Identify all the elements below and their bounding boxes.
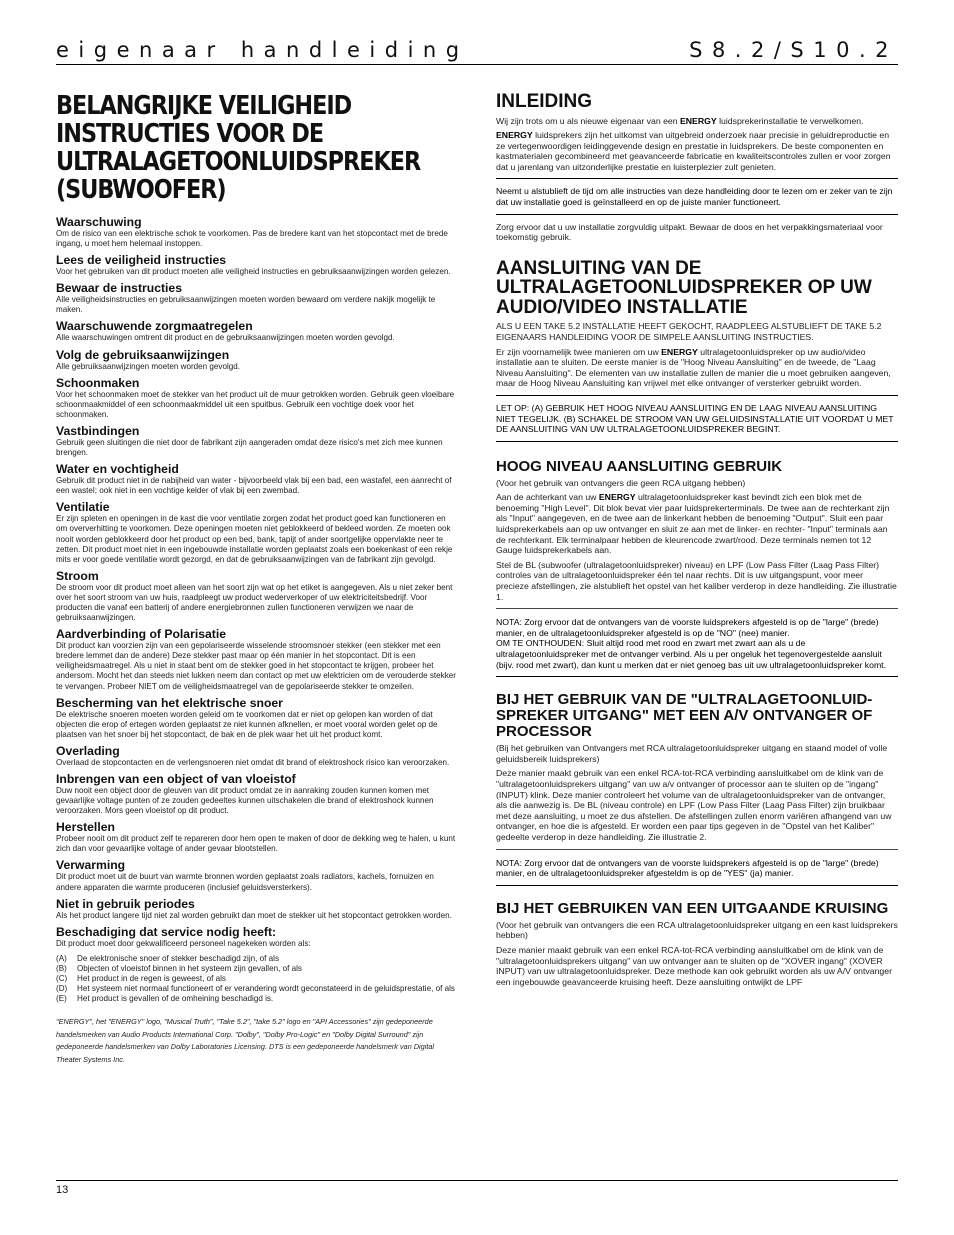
brand-name: ENERGY — [598, 492, 636, 503]
list-item-key: (B) — [56, 963, 67, 973]
safety-item-title: Lees de veiligheid instructies — [56, 253, 227, 268]
list-item — [56, 974, 459, 984]
safety-item — [56, 501, 459, 564]
safety-item-title: Inbrengen van een object of van vloeistof — [56, 772, 296, 786]
safety-item — [56, 821, 459, 854]
safety-item — [56, 349, 459, 372]
divider — [496, 214, 898, 215]
xover-paragraph: Deze manier maakt gebruik van een enkel RCA-tot-RCA verbinding aansluitkabel om de klink van de "ultralagetoonluidsprekers uitgang" van uw ontvanger aan te sluiten op de "XOVER ingang" (XOVER INPUT) van uw ultralagetoonluidspreker. Deze methode kan ook gebruikt worden als uw A/V ontvanger een ingebouwde geavanceerde kruising heeft. Deze aansluiting ontwijkt de LPF — [496, 944, 892, 987]
safety-item-body: De stroom voor dit product moet alleen van het soort zijn wat op het etiket is aangegeven. Als u niet zeker bent over het soort stroom van uw huis, raadpleegt uw product wederverkoper of uw elektriciteitsbedrijf. Voor producten die vanaf een batterij of andere energiebronnen zullen functioneren verwijzen we naar de gebruiksaanwijzingen. — [56, 582, 453, 623]
safety-items — [56, 216, 459, 949]
safety-item — [56, 898, 459, 921]
hoog-niveau-paragraph-2: Stel de BL (subwoofer (ultralagetoonluidspreker) niveau) en LPF (Low Pass Filter (Laag Pass Filter) controles van de ultralagetoonluidspreker één tel naar rechts. Dit is uw uitgangspunt, voor meer precieze afstellingen, zie alstublieft het opstel van het kaliber verderop in deze handleiding. Zie illustratie 1. — [496, 559, 897, 602]
av-receiver-paragraph: Deze manier maakt gebruik van een enkel RCA-tot-RCA verbinding aansluitkabel om de klink van de "ultralagetoonluidsprekers uitgang" van uw a/v ontvanger of processor aan te sluiten op de "ingang" (INPUT) klink. Deze manier controleert het volume van de ultralagetoonluidspreker van de ontvanger, als die aanwezig is. De BL (niveau controle) en LPF (Low Pass Filter (Laag Pass Filter) zijn bruikbaar met deze aansluiting, u moet ze dus afstellen. De afstellingen zullen enorm variëren afhangend van uw ontvanger, en hoe die is afgesteld. Er worden een paar tips gegeven in de "Opstel van het Kaliber" gedeelte verderop in deze handleiding. Zie illustratie 2. — [496, 768, 892, 842]
page-title: BELANGRIJKE VEILIGHEID INSTRUCTIES VOOR DE ULTRALAGETOONLUIDSPREKER (SUBWOOFER) — [56, 91, 421, 205]
safety-item-body: Om de risico van een elektrische schok te voorkomen. Pas de bredere kant van het stopcontact met de brede ingang, u moet hem helemaal instoppen. — [56, 229, 448, 249]
list-item — [56, 964, 459, 974]
safety-item-body: Probeer nooit om dit product zelf te repareren door hem open te maken of door de dekking weg te halen, u kunt zich dan voor gevaarlijke voltage of ander gevaar blootstellen. — [56, 834, 456, 854]
safety-item-body: Dit product kan voorzien zijn van een gepolariseerde wisselende stroomsnoer stekker (een stekker met een bredere lemmet dan de andere) Deze stekker past maar op één manier in het stopcontact. Dit is een veiligheidsmaatregel. Als u niet in staat bent om de stekker goed in het stopcontact te krijgen, probeer het andersom. Mocht het dan steeds niet lukken neem dan contact op met uw elektricien om de verouderde stekker te vervangen. Probeer NIET om de veiligheidsmaatregel van de gepolariseerde stekker te omzeilen. — [56, 641, 456, 691]
safety-item-title: Bescherming van het elektrische snoer — [56, 695, 283, 710]
divider — [496, 441, 898, 442]
safety-item-title: Stroom — [56, 568, 99, 583]
safety-item — [56, 859, 459, 892]
list-item-text: Het systeem niet normaal functioneert of er verandering wordt geconstateerd in de geluidsprestatie, of als — [77, 984, 455, 994]
safety-item-title: Water en vochtigheid — [56, 462, 179, 477]
trademark-footnote: "ENERGY", het "ENERGY" logo, "Musical Truth", "Take 5.2", "take 5.2" logo en "API Accessories" zijn gedeponeerde handelsmerken van Audio Products International Corp. "Dolby", "Dolby Pro-Logic" en "Dolby Digital Surround" zijn gedeponeerde handelsmerken van Dolby Laboratories Licensing. DTS is een gedeponeerde handelsmerk van Digital Theater Systems Inc. — [56, 1017, 435, 1064]
brand-name: ENERGY — [679, 115, 717, 126]
safety-item-title: Niet in gebruik periodes — [56, 896, 195, 911]
safety-item — [56, 463, 459, 496]
safety-item-body: Voor het schoonmaken moet de stekker van het product uit de muur getrokken worden. Gebruik geen vloeibare schoonmaakmiddel of een schoonmaakmiddel uit een spuitbus. Gebruik een vochtige doek voor het schoonmaken. — [56, 389, 455, 419]
safety-item-body: Als het product langere tijd niet zal worden gebruikt dan moet de stekker uit het stopcontact getrokken worden. — [56, 910, 452, 920]
safety-item-title: Schoonmaken — [56, 375, 140, 390]
safety-item-body: Alle veiligheidsinstructies en gebruiksaanwijzingen moeten worden bewaard om verdere nakijk mogelijk te maken. — [56, 295, 436, 315]
header-rule — [56, 64, 898, 65]
safety-item-body: Overlaad de stopcontacten en de verlengsnoeren niet omdat dit brand of elektroshock risico kan veroorzaken. — [56, 757, 450, 767]
hoog-niveau-note: NOTA: Zorg ervoor dat de ontvangers van de voorste luidsprekers afgesteld is op de "large" (brede) manier, en de ultralagetoonluidspreker afgesteld is op de "NO" (nee) manier. — [496, 617, 879, 638]
safety-item-title: Overlading — [56, 743, 120, 758]
list-item-text: Objecten of vloeistof binnen in het systeem zijn gevallen, of als — [77, 963, 302, 973]
safety-item-title: Verwarming — [56, 858, 126, 873]
divider — [496, 395, 898, 396]
divider — [496, 676, 898, 677]
av-receiver-heading: BIJ HET GEBRUIK VAN DE "ULTRALAGETOONLUID-SPREKER UITGANG" MET EEN A/V ONTVANGER OF PROCESSOR — [496, 691, 873, 741]
hoog-niveau-paragraph-1: Aan de achterkant van uw ENERGY ultralagetoonluidspreker kast bevindt zich een blok met de benoeming "High Level". Dit blok bevat vier paar luidsprekerterminals. De twee aan de rechterkant zijn als "Input" aangegeven, en de twee aan de linkerkant hebben de benoeming "Output". Sluit een paar luidsprekerkabels aan op uw ontvanger en sluit ze aan met de linker- en rechter- "Input" terminals aan de rechterkant. Elk terminalpaar hebben de kleurencode zwart/rood. Deze terminals nemen tot 12 Gauge luidsprekerkabels aan. — [496, 492, 890, 556]
header-model: S8.2/S10.2 — [689, 38, 898, 62]
list-item — [56, 954, 459, 964]
safety-item-body: Voor het gebruiken van dit product moeten alle veiligheid instructies en gebruiksaanwijzingen worden gelezen. — [56, 267, 451, 277]
list-item-text: Het product in de regen is geweest, of als — [77, 974, 226, 984]
list-item-key: (D) — [56, 984, 68, 994]
hoog-niveau-reminder: OM TE ONTHOUDEN: Sluit altijd rood met rood en zwart met zwart aan als u de ultralagetoonluidspreker met de ontvanger verbind. Als u per ongeluk het tegenovergestelde aansluit (bijv. rood met zwart), dan kunt u merken dat er niet genoeg bas uit uw ultralagetoonluidspreker komt. — [496, 638, 887, 670]
header-title: eigenaar handleiding — [56, 38, 469, 62]
safety-item — [56, 745, 459, 768]
brand-name: ENERGY — [496, 130, 533, 141]
safety-item-title: Volg de gebruiksaanwijzingen — [56, 347, 230, 362]
safety-item-body: Duw nooit een object door de gleuven van dit product omdat ze in aanraking zouden kunnen komen met gevaarlijke voltage punten of ze zouden gedeeltes kunnen uitschakelen die brand of elektroshock kunnen veroorzaken. Mors geen vloeistof op dit product. — [56, 786, 434, 816]
safety-item-title: Waarschuwende zorgmaatregelen — [56, 319, 253, 334]
left-column — [56, 92, 459, 1066]
aansluiting-paragraph-1: ALS U EEN TAKE 5.2 INSTALLATIE HEEFT GEKOCHT, RAADPLEEG ALSTUBLIEFT DE TAKE 5.2 EIGENAARS HANDLEIDING VOOR DE SIMPELE AANSLUITING INSTRUCTIES. — [496, 321, 882, 342]
aansluiting-paragraph-2: Er zijn voornamelijk twee manieren om uw ENERGY ultralagetoonluidspreker op uw audio/video installatie aan te sluiten. De eerste manier is de "Hoog Niveau Aansluiting" en de tweede, de "Laag Niveau Aansluiting". De elementen van uw installatie zullen de manier die u moet gebruiken aangeven, maar de Hoog Niveau Aansluiting kan vrijwel met elke ontvanger of versterker gebruikt worden. — [496, 346, 891, 389]
xover-subtitle: (Voor het gebruik van ontvangers die een RCA ultralagetoonluidspreker uitgang en een kast luidsprekers hebben) — [496, 919, 898, 941]
page-number: 13 — [56, 1184, 69, 1196]
safety-item-title: Ventilatie — [56, 500, 110, 515]
safety-item-title: Bewaar de instructies — [56, 281, 182, 296]
list-item — [56, 994, 459, 1004]
safety-item-title: Waarschuwing — [56, 215, 142, 229]
safety-item-body: Gebruik dit product niet in de nabijheid van water - bijvoorbeeld vlak bij een bad, een wastafel, een aanrecht of een wastel; ook niet in een vochtige kelder of vlak bij een zwembad. — [56, 476, 452, 496]
safety-item-title: Beschadiging dat service nodig heeft: — [56, 924, 277, 939]
safety-item — [56, 697, 459, 740]
aansluiting-heading: AANSLUITING VAN DE ULTRALAGETOONLUIDSPREKER OP UW AUDIO/VIDEO INSTALLATIE — [496, 257, 872, 318]
footer-rule — [56, 1180, 898, 1181]
safety-item — [56, 320, 459, 343]
safety-item — [56, 282, 459, 315]
xover-heading: BIJ HET GEBRUIKEN VAN EEN UITGAANDE KRUISING — [496, 899, 889, 917]
safety-item-title: Aardverbinding of Polarisatie — [56, 627, 226, 642]
safety-item-title: Herstellen — [56, 820, 115, 835]
safety-item-body: Alle gebruiksaanwijzingen moeten worden gevolgd. — [56, 361, 241, 371]
divider — [496, 849, 898, 850]
safety-item — [56, 377, 459, 420]
av-receiver-note: NOTA: Zorg ervoor dat de ontvangers van de voorste luidsprekers afgesteld is op de "large" (brede) manier, en de ultralagetoonluidspreker afgesteldm is op de "YES" (ja) manier. — [496, 857, 879, 879]
list-item-key: (E) — [56, 994, 67, 1004]
safety-item-body: Er zijn spleten en openingen in de kast die voor ventilatie zorgen zodat het product goed kan functioneren en om oververhitting te voorkomen. Deze openingen moeten niet geblokkeerd of bekleed worden. Ze moeten ook nooit worden geblokkeerd door het product op een bed, bank, tapijt of ander soortgelijke oppervlakte neer te zetten. Dit product moet niet in een ingebouwde installatie worden geplaatst zoals een boekenkast of een rekje mits er voor goede ventilatie wordt gezorgd, en dat de gebruiksaanwijzingen van de fabrikant zijn gevolgd. — [56, 514, 453, 564]
av-receiver-subtitle: (Bij het gebruiken van Ontvangers met RCA ultralagetoonluidspreker uitgang en staand model of volle geluidsbereik luidsprekers) — [496, 743, 888, 764]
inleiding-note: Neemt u alstublieft de tijd om alle instructies van deze handleiding door te lezen om er zeker van te zijn dat uw installatie goed is geïnstalleerd en op de juiste manier functioneert. — [496, 186, 893, 208]
safety-item-body: Dit product moet uit de buurt van warmte bronnen worden geplaatst zoals radiators, kachels, fornuizen en andere apparaten die warmte produceren (inclusief geluidsversterkers). — [56, 872, 434, 892]
brand-name: ENERGY — [661, 346, 698, 357]
list-item-text: Het product is gevallen of de omheining beschadigd is. — [77, 994, 274, 1004]
divider — [496, 608, 898, 609]
aansluiting-note: LET OP: (A) GEBRUIK HET HOOG NIVEAU AANSLUITING EN DE LAAG NIVEAU AANSLUITING NIET TEGELIJK. (B) SCHAKEL DE STROOM VAN UW GELUIDSINSTALLATIE UIT VOORDAT U MET DE AANSLUITING VAN UW ULTRALAGETOONLUIDSPREKER BEGINT. — [496, 402, 894, 435]
safety-item-title: Vastbindingen — [56, 423, 140, 438]
divider — [496, 885, 898, 886]
safety-item — [56, 425, 459, 458]
list-item-key: (A) — [56, 953, 67, 963]
safety-item — [56, 628, 459, 691]
list-item — [56, 984, 459, 994]
safety-item-body: Dit product moet door gekwalificeerd personeel nagekeken worden als: — [56, 938, 311, 948]
list-item-text: De elektronische snoer of stekker beschadigd zijn, of als — [77, 953, 279, 963]
inleiding-paragraph-3: Zorg ervoor dat u uw installatie zorgvuldig uitpakt. Bewaar de doos en het verpakkingsmateriaal voor toekomstig gebruik. — [496, 221, 883, 243]
safety-item-body: De elektrische snoeren moeten worden geleid om te voorkomen dat er niet op gelopen kan worden of dat objecten die erop of ertegen worden geplaatst ze niet kunnen afknellen, er moet vooral worden gelet op de plaatsen van het snoer bij het stopcontact, de bak en de plek waar het uit het product komt. — [56, 709, 438, 739]
safety-item — [56, 216, 459, 249]
inleiding-heading: INLEIDING — [496, 91, 593, 112]
list-item-key: (C) — [56, 974, 68, 984]
safety-item — [56, 773, 459, 816]
divider — [496, 178, 898, 179]
service-list — [56, 954, 459, 1004]
safety-item-body: Alle waarschuwingen omtrent dit product en de gebruiksaanwijzingen moeten worden gevolgd. — [56, 333, 395, 343]
safety-item-body: Gebruik geen sluitingen die niet door de fabrikant zijn aangeraden omdat deze risico's met zich mee kunnen brengen. — [56, 437, 443, 458]
hoog-niveau-subtitle: (Voor het gebruik van ontvangers die geen RCA uitgang hebben) — [496, 477, 746, 488]
hoog-niveau-heading: HOOG NIVEAU AANSLUITING GEBRUIK — [496, 457, 783, 475]
inleiding-paragraph-1: Wij zijn trots om u als nieuwe eigenaar van een ENERGY luidsprekerinstallatie te verwelkomen. — [496, 115, 864, 126]
safety-item — [56, 926, 459, 949]
safety-item — [56, 570, 459, 623]
inleiding-paragraph-2: ENERGY luidsprekers zijn het uitkomst van uitgebreid onderzoek naar precisie in geluidreproductie en ze vertegenwoordigen leidinggevende design en prestatie in luidsprekers. De beste componenten en kastmaterialen gecombineerd met geavanceerde fabricatie en kwaliteitscontroles zullen er voor zorgen dat u jarenlang van uitzonderlijke prestatie en luisterplezier zult genieten. — [496, 130, 891, 172]
safety-item — [56, 254, 459, 277]
right-column — [496, 92, 898, 991]
